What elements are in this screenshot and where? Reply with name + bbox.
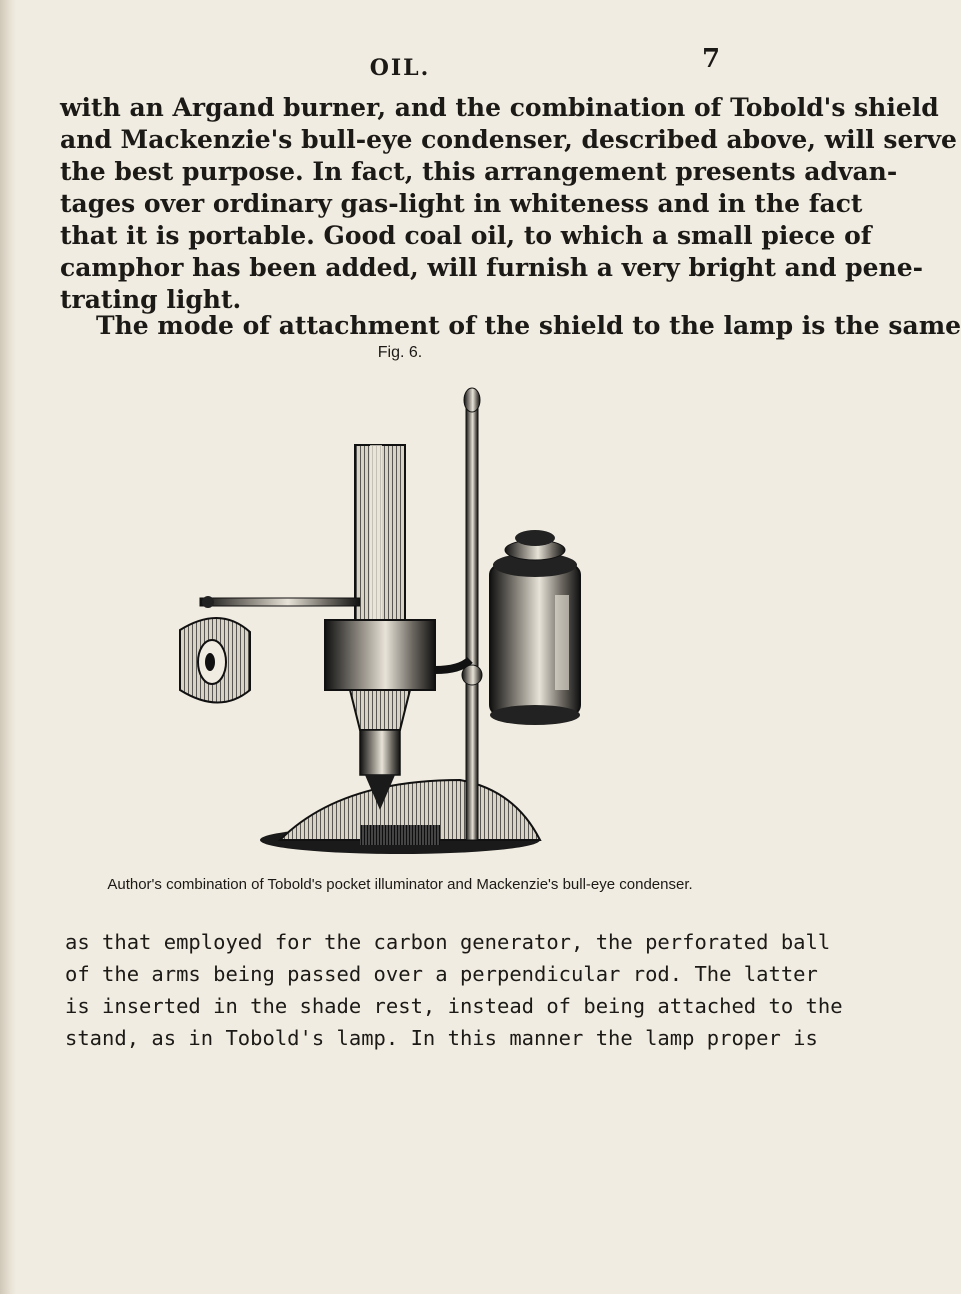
text-line: of the arms being passed over a perpendicular rod. The latter xyxy=(65,962,818,986)
text-line: trating light. xyxy=(60,285,242,314)
page-binding-shadow xyxy=(0,0,16,1294)
text-line: and Mackenzie's bull-eye condenser, described above, will serve xyxy=(60,125,957,154)
text-line: the best purpose. In fact, this arrangement presents advan- xyxy=(60,157,898,186)
text-line: with an Argand burner, and the combination of Tobold's shield xyxy=(60,93,939,122)
lamp-base xyxy=(260,780,540,854)
figure-caption: Author's combination of Tobold's pocket illuminator and Mackenzie's bull-eye condenser. xyxy=(107,876,693,893)
text-line: is inserted in the shade rest, instead of being attached to the xyxy=(65,994,843,1018)
rod-finial xyxy=(464,388,480,412)
running-head: OIL. xyxy=(369,55,431,81)
page-number: 7 xyxy=(702,44,721,74)
figure-label: Fig. 6. xyxy=(377,344,423,361)
figure-illustration xyxy=(160,370,640,860)
bull-eye-condenser xyxy=(490,530,580,725)
text-line: camphor has been added, will furnish a very bright and pene- xyxy=(60,253,924,282)
lamp-illustration xyxy=(160,370,640,860)
text-line: that it is portable. Good coal oil, to which a small piece of xyxy=(60,221,872,250)
perpendicular-rod xyxy=(466,400,478,840)
text-line: The mode of attachment of the shield to the lamp is the same xyxy=(96,311,961,340)
perforated-ball xyxy=(462,665,482,685)
text-line: tages over ordinary gas-light in whiteness and in the fact xyxy=(60,189,863,218)
text-line: as that employed for the carbon generator, the perforated ball xyxy=(65,930,831,954)
text-line: stand, as in Tobold's lamp. In this manner the lamp proper is xyxy=(65,1026,818,1050)
